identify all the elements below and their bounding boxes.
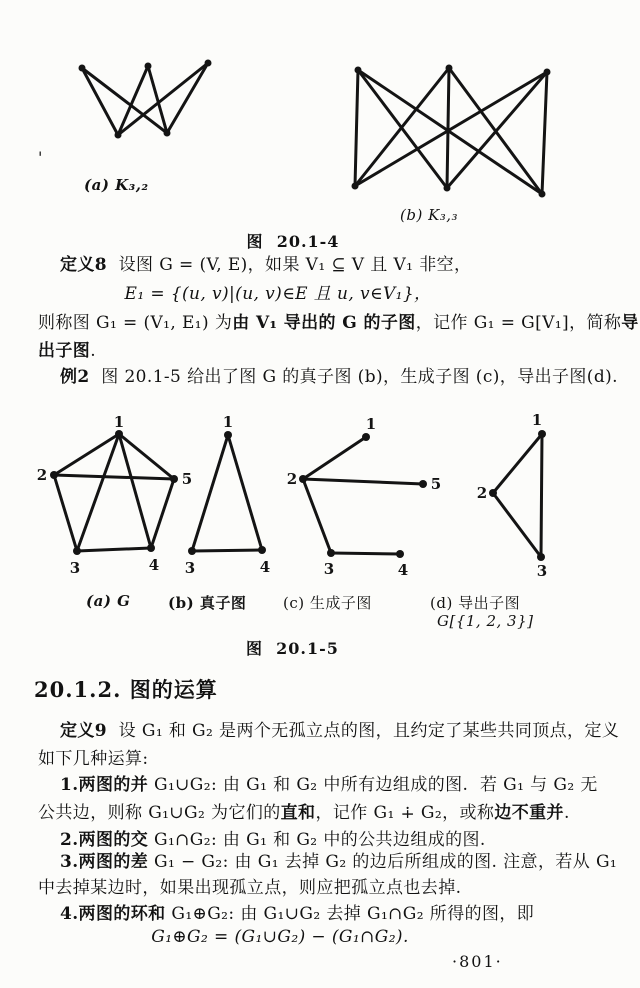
page-number: ·801· [452,952,503,971]
definition9-line2: 如下几种运算: [38,749,149,769]
operation4-ringsum-line: 4.两图的环和 G₁⊕G₂: 由 G₁∪G₂ 去掉 G₁∩G₂ 所得的图，即 [60,904,535,924]
svg-text:1: 1 [222,413,234,431]
svg-text:1: 1 [113,413,125,431]
figure4-label-a: (a) K₃,₂ [84,176,149,194]
definition8-line3: 则称图 G₁ = (V₁, E₁) 为由 V₁ 导出的 G 的子图，记作 G₁ = G[V₁]，简称导 [38,313,639,333]
ringsum-formula: G₁⊕G₂ = (G₁∪G₂) − (G₁∩G₂). [151,927,409,947]
graph-proper-subgraph [185,415,285,580]
k33-bipartite-graph [345,55,560,205]
definition8-line1: 定义8 设图 G = (V, E)，如果 V₁ ⊆ V 且 V₁ 非空， [60,255,472,275]
example2-line: 例2 图 20.1-5 给出了图 G 的真子图 (b)，生成子图 (c)，导出子图(d). [60,367,618,387]
svg-text:1: 1 [531,411,543,429]
operation3-difference-line1: 3.两图的差 G₁ − G₂: 由 G₁ 去掉 G₂ 的边后所组成的图. 注意，若从 G₁ [60,852,618,872]
figure5-label-d: (d) 导出子图 [430,594,521,612]
svg-text:4: 4 [259,558,271,576]
figure4-caption: 图 20.1-4 [246,232,340,251]
operation1-union-line1: 1.两图的并 G₁∪G₂: 由 G₁ 和 G₂ 中所有边组成的图. 若 G₁ 与 G₂ 无 [60,775,598,795]
figure5-label-c: (c) 生成子图 [283,594,372,612]
svg-text:2: 2 [476,484,488,502]
figure5-label-b: (b) 真子图 [168,594,247,612]
svg-text:4: 4 [148,556,160,574]
svg-text:3: 3 [536,562,548,580]
svg-text:4: 4 [397,561,409,579]
graph-spanning-subgraph [286,415,442,580]
section-heading: 20.1.2. 图的运算 [34,677,218,702]
figure5-label-a: (a) G [86,592,131,610]
operation2-intersection-line: 2.两图的交 G₁∩G₂: 由 G₁ 和 G₂ 中的公共边组成的图. [60,830,486,850]
k32-bipartite-graph [38,44,238,159]
svg-text:5: 5 [430,475,442,493]
figure5-caption: 图 20.1-5 [246,639,339,658]
stray-ink-mark: ' [38,148,43,167]
definition8-line4: 出子图. [38,341,97,361]
svg-text:3: 3 [69,559,81,577]
figure5-label-d-set: G[{1, 2, 3}] [437,612,534,630]
svg-text:5: 5 [181,470,193,488]
svg-text:1: 1 [365,415,377,433]
graph-g [35,415,195,580]
operation3-difference-line2: 中去掉某边时，如果出现孤立点，则应把孤立点也去掉. [38,878,462,898]
definition8-equation: E₁ = {(u, v)|(u, v)∈E 且 u, v∈V₁}， [124,284,432,304]
figure4-label-b: (b) K₃,₃ [400,206,459,224]
svg-text:3: 3 [184,559,196,577]
graph-induced-subgraph [476,411,590,580]
svg-text:2: 2 [286,470,298,488]
svg-text:2: 2 [36,466,48,484]
operation1-union-line2: 公共边，则称 G₁∪G₂ 为它们的直和，记作 G₁ ∔ G₂，或称边不重并. [38,803,570,823]
svg-text:3: 3 [323,560,335,578]
definition9-line1: 定义9 设 G₁ 和 G₂ 是两个无孤立点的图，且约定了某些共同顶点，定义 [60,721,620,741]
